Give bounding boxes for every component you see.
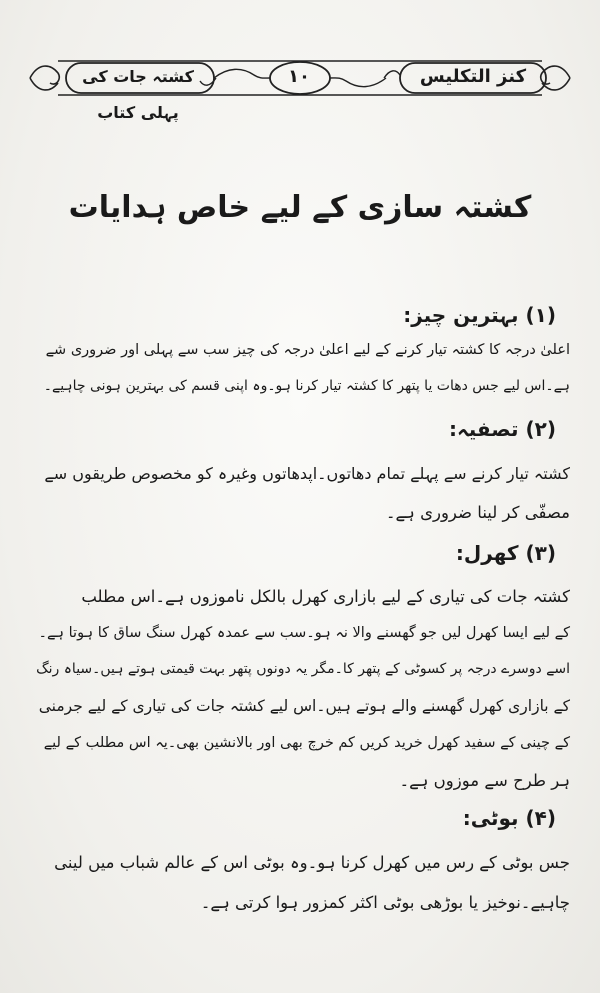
section-heading-4: (۴) بوٹی: [462, 806, 556, 830]
section-3-line-6: ہر طرح سے موزوں ہے۔ [399, 771, 570, 790]
section-3-line-2: کے لیے ایسا کھرل لیں جو گھسنے والا نہ ہو۔سب سے عمدہ کھرل سنگ ساق کا ہوتا ہے۔ [38, 625, 570, 641]
section-2-line-2: مصفّی کر لینا ضروری ہے۔ [385, 503, 570, 522]
book-subtitle: کشتہ جات کی پہلی کتاب [82, 67, 194, 122]
section-1-line-2: ہے۔اس لیے جس دھات یا پتھر کا کشتہ تیار کرنا ہو۔وہ اپنی قسم کی بہترین ہونی چاہیے۔ [43, 378, 570, 394]
page-number: ۱۰ [288, 66, 310, 87]
section-3-line-4: کے بازاری کھرل گھسنے والے ہوتے ہیں۔اس لیے کشتہ جات کی تیاری کے لیے جرمنی [38, 697, 570, 715]
page-header [28, 55, 572, 122]
section-heading-1: (۱) بہترین چیز: [403, 303, 556, 327]
section-heading-2: (۲) تصفیہ: [449, 417, 556, 441]
section-2-line-1: کشتہ تیار کرنے سے پہلے تمام دھاتوں۔اپدھاتوں وغیرہ کو مخصوص طریقوں سے [44, 464, 570, 483]
book-title: کنز التکلیس [419, 66, 527, 87]
section-4-line-1: جس بوٹی کے رس میں کھرل کرنا ہو۔وہ بوٹی اس کے عالم شباب میں لینی [54, 853, 570, 872]
section-heading-3: (۳) کھرل: [455, 541, 556, 565]
section-3-line-5: کے چینی کے سفید کھرل خرید کریں کم خرچ بھی اور بالانشین بھی۔یہ اس مطلب کے لیے [43, 735, 570, 751]
section-1-line-1: اعلیٰ درجہ کا کشتہ تیار کرنے کے لیے اعلیٰ درجہ کی چیز سب سے پہلی اور ضروری شے [45, 342, 570, 358]
section-3-line-1: کشتہ جات کی تیاری کے لیے بازاری کھرل بالکل ناموزوں ہے۔اس مطلب [81, 587, 570, 606]
chapter-title: کشتہ سازی کے لیے خاص ہدایات [68, 190, 532, 225]
section-3-line-3: اسے دوسرے درجہ پر کسوٹی کے پتھر کا۔مگر یہ دونوں پتھر بہت قیمتی ہوتے ہیں۔سیاہ رنگ [36, 661, 570, 677]
section-4-line-2: چاہیے۔نوخیز یا بوڑھی بوٹی اکثر کمزور ہوا کرتی ہے۔ [200, 893, 570, 912]
